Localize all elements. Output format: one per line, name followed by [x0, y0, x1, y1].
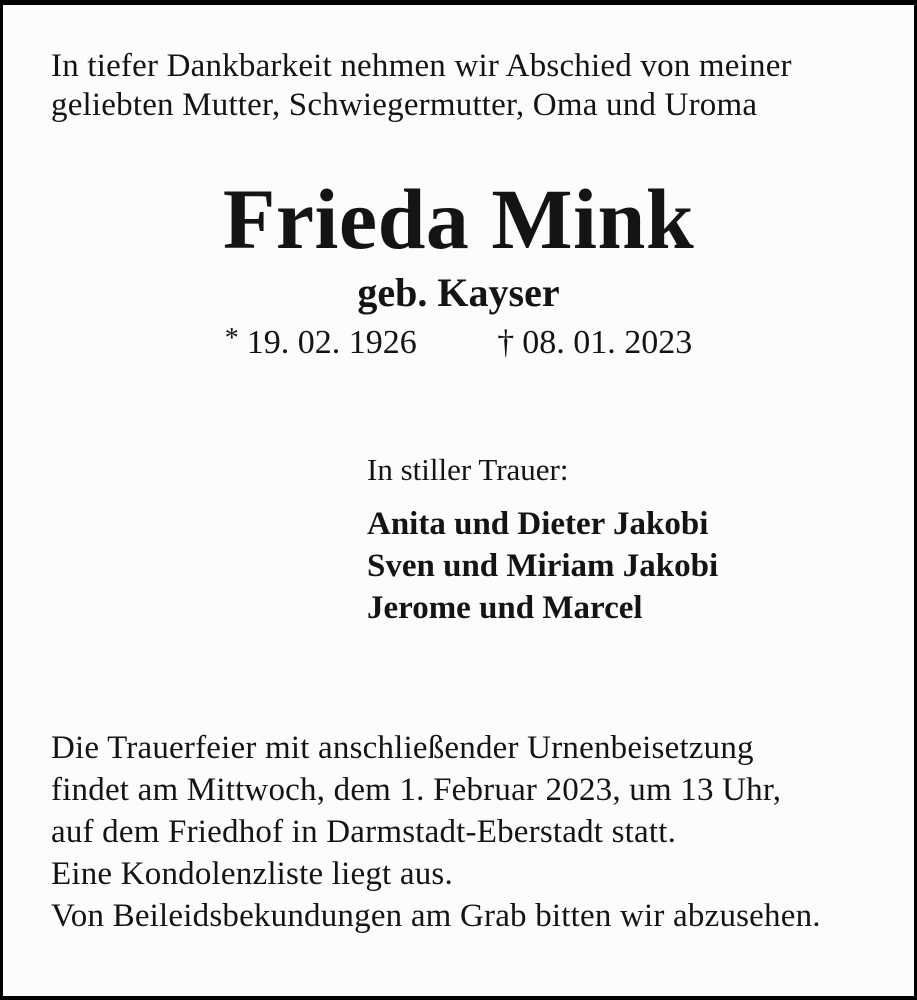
funeral-line: Von Beileidsbekundungen am Grab bitten wir abzusehen. [51, 898, 821, 934]
mourner-line: Sven und Miriam Jakobi [367, 548, 719, 584]
death-cross-icon: † [497, 324, 515, 361]
mourning-label: In stiller Trauer: [367, 452, 569, 487]
deceased-name: Frieda Mink [222, 171, 695, 267]
funeral-line: auf dem Friedhof in Darmstadt-Eberstadt statt. [51, 814, 677, 850]
mourning-section [367, 451, 718, 629]
intro-text [51, 47, 792, 125]
funeral-line: findet am Mittwoch, dem 1. Februar 2023, um 13 Uhr, [51, 772, 782, 808]
birth-date-group [225, 319, 417, 363]
funeral-line: Eine Kondolenzliste liegt aus. [51, 856, 453, 892]
funeral-info [51, 727, 821, 937]
intro-line-2: geliebten Mutter, Schwiegermutter, Oma und Uroma [51, 87, 758, 123]
intro-line-1: In tiefer Dankbarkeit nehmen wir Abschied von meiner [51, 48, 792, 84]
life-dates [3, 319, 914, 363]
death-date-group [497, 323, 692, 363]
mourner-line: Jerome und Marcel [367, 590, 643, 626]
birth-star-icon: * [224, 323, 239, 354]
death-date: 08. 01. 2023 [522, 324, 693, 361]
birth-date: 19. 02. 1926 [246, 324, 417, 361]
mourner-line: Anita und Dieter Jakobi [367, 506, 709, 542]
mourner-list [367, 503, 718, 629]
maiden-name: geb. Kayser [357, 270, 560, 315]
funeral-line: Die Trauerfeier mit anschließender Urnenbeisetzung [51, 730, 754, 766]
